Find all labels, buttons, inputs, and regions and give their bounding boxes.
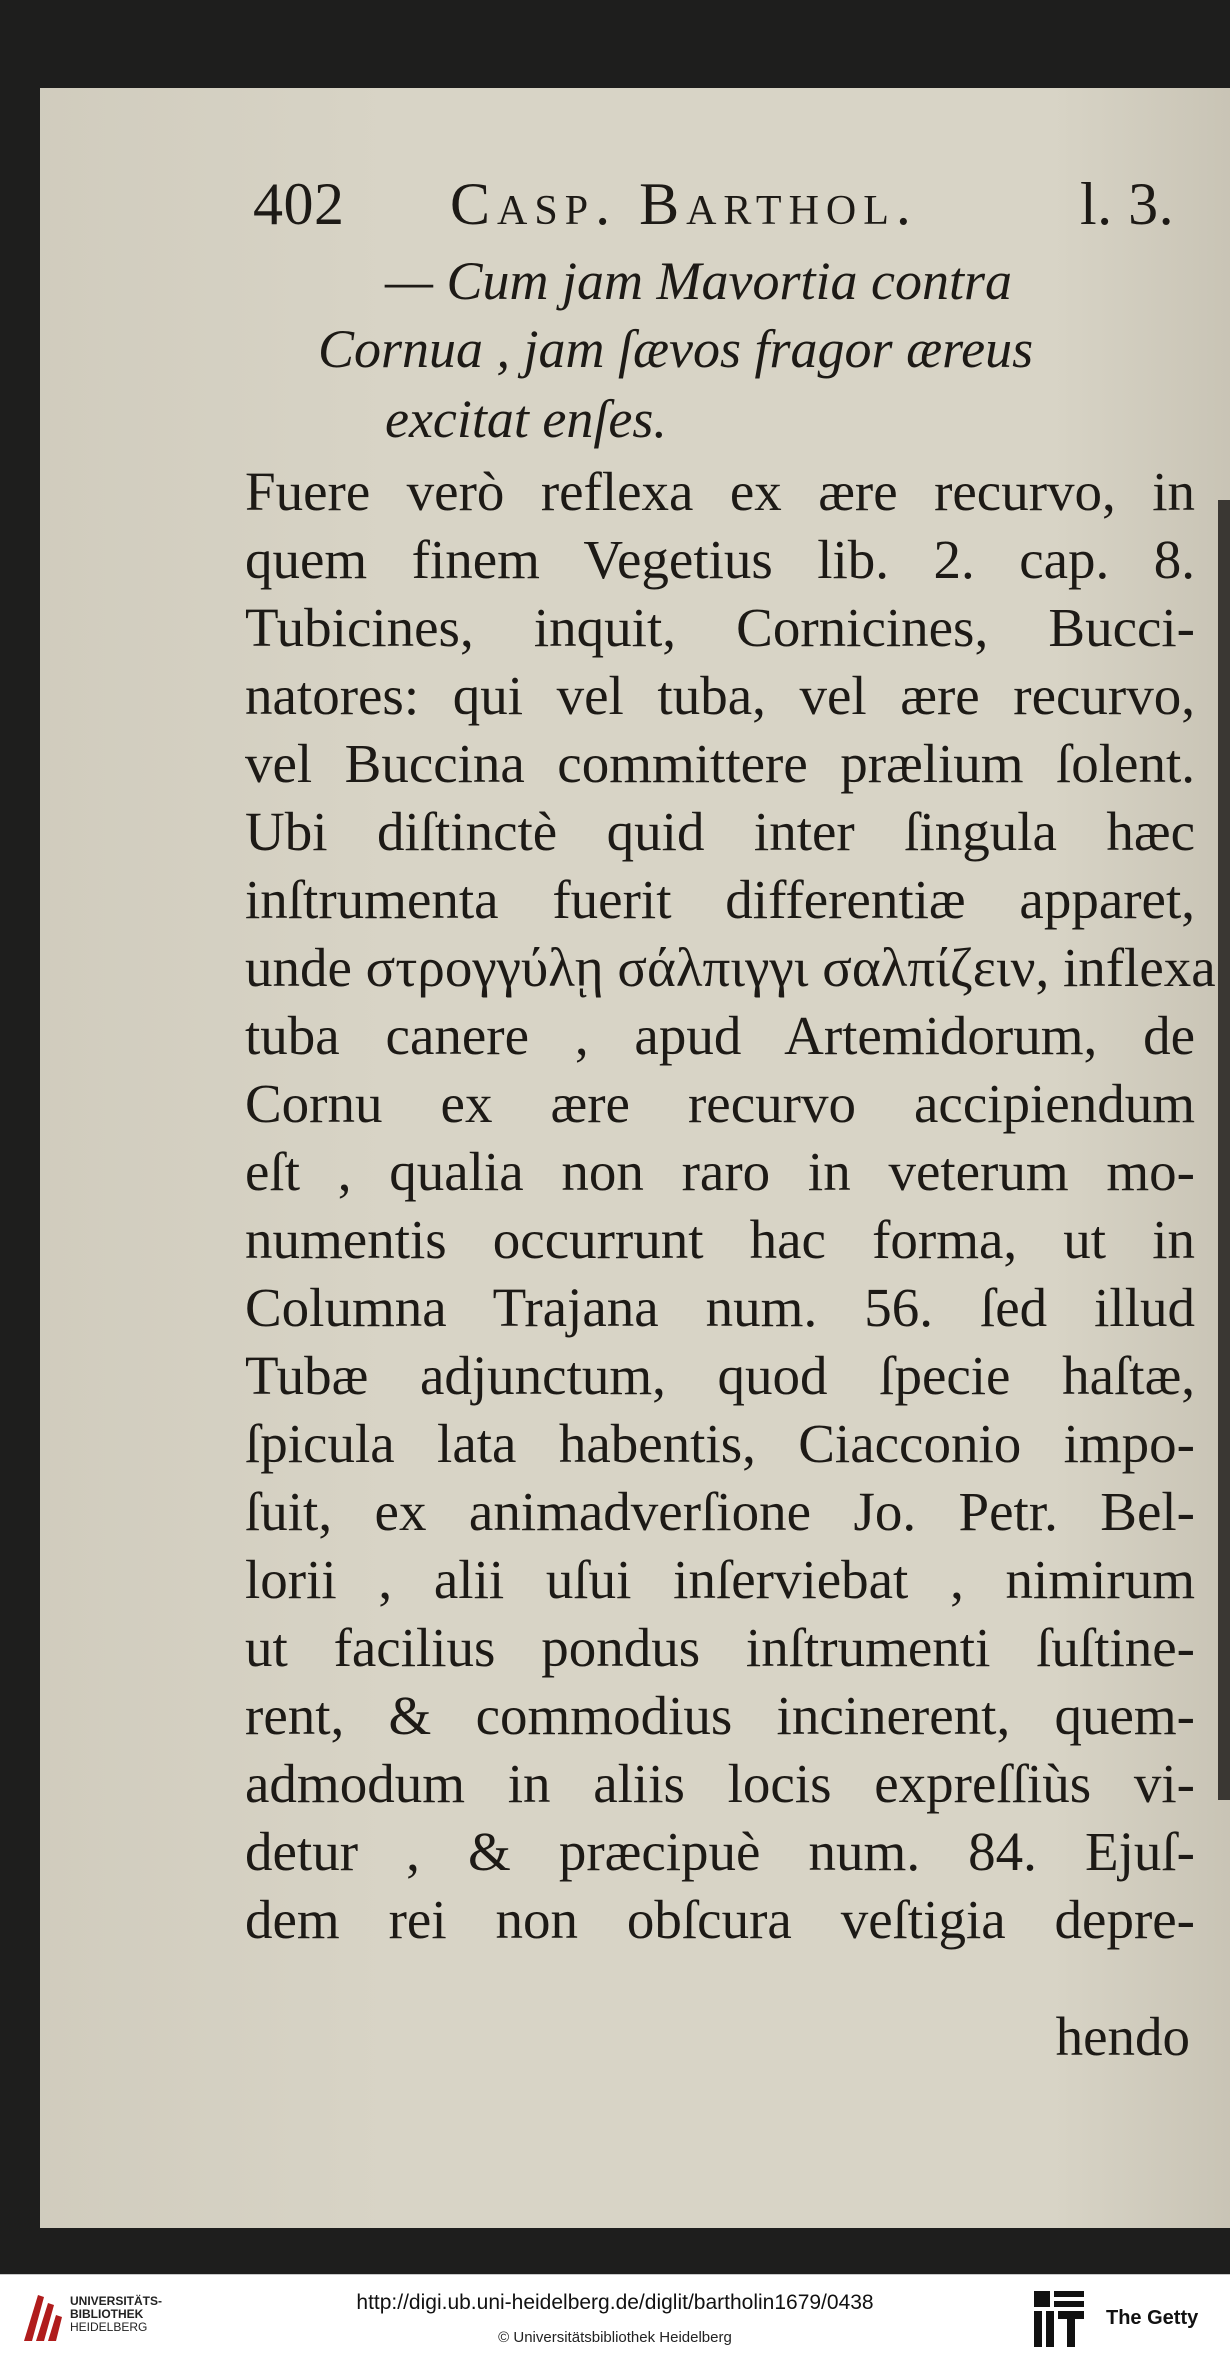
text-line: Columna Trajana num. 56. ſed illud [245, 1277, 1195, 1338]
text-line: numentis occurrunt hac forma, ut in [245, 1209, 1195, 1270]
getty-logo-icon[interactable] [1032, 2289, 1086, 2349]
verse-line: — Cum jam Mavortia contra [385, 251, 1012, 311]
text-line: natores: qui vel tuba, vel ære recurvo, [245, 665, 1195, 726]
text-line: quem finem Vegetius lib. 2. cap. 8. [245, 529, 1195, 590]
verse-line: excitat enſes. [385, 389, 667, 449]
verse-line: Cornua , jam ſævos fragor æreus [318, 319, 1034, 379]
text-line: eſt , qualia non raro in veterum mo- [245, 1141, 1195, 1202]
text-line: unde στρογγύλῃ σάλπιγγι σαλπίζειν, inflexa [245, 937, 1216, 998]
institution-line: UNIVERSITÄTS- [70, 2294, 163, 2308]
text-line: tuba canere , apud Artemidorum, de [245, 1005, 1195, 1066]
text-line: ſuit, ex animadverſione Jo. Petr. Bel- [245, 1481, 1195, 1542]
permalink-url[interactable]: http://digi.ub.uni-heidelberg.de/diglit/bartholin1679/0438 [356, 2291, 874, 2314]
text-line: inſtrumenta fuerit differentiæ apparet, [245, 869, 1195, 930]
text-line: Tubicines, inquit, Cornicines, Bucci- [245, 597, 1195, 658]
viewer-footer [0, 2274, 1230, 2362]
text-line: ut facilius pondus inſtrumenti ſuſtine- [245, 1617, 1195, 1678]
getty-label: The Getty [1106, 2307, 1199, 2329]
text-line: Cornu ex ære recurvo accipiendum [245, 1073, 1195, 1134]
institution-line: BIBLIOTHEK [70, 2307, 144, 2321]
book-number: l. 3. [1080, 171, 1175, 237]
page-number: 402 [253, 171, 345, 237]
text-line: dem rei non obſcura veſtigia depre- [245, 1889, 1195, 1950]
text-line: rent, & commodius incinerent, quem- [245, 1685, 1195, 1746]
page-edge [1218, 500, 1230, 1800]
running-title: Casp. Barthol. [450, 171, 918, 237]
text-line: detur , & præcipuè num. 84. Ejuſ- [245, 1821, 1195, 1882]
text-line: Ubi diſtinctè quid inter ſingula hæc [245, 801, 1195, 862]
copyright-notice: © Universitätsbibliothek Heidelberg [498, 2329, 732, 2346]
text-line: vel Buccina committere prælium ſolent. [245, 733, 1195, 794]
text-line: lorii , alii uſui inſerviebat , nimirum [245, 1549, 1195, 1610]
text-line: Fuere verò reflexa ex ære recurvo, in [245, 461, 1195, 522]
text-line: admodum in aliis locis expreſſiùs vi- [245, 1753, 1195, 1814]
text-line: Tubæ adjunctum, quod ſpecie haſtæ, [245, 1345, 1195, 1406]
institution-line: HEIDELBERG [70, 2320, 148, 2334]
text-line: ſpicula lata habentis, Ciacconio impo- [245, 1413, 1195, 1474]
catchword: hendo [1055, 2006, 1190, 2067]
page-header [245, 170, 1205, 250]
